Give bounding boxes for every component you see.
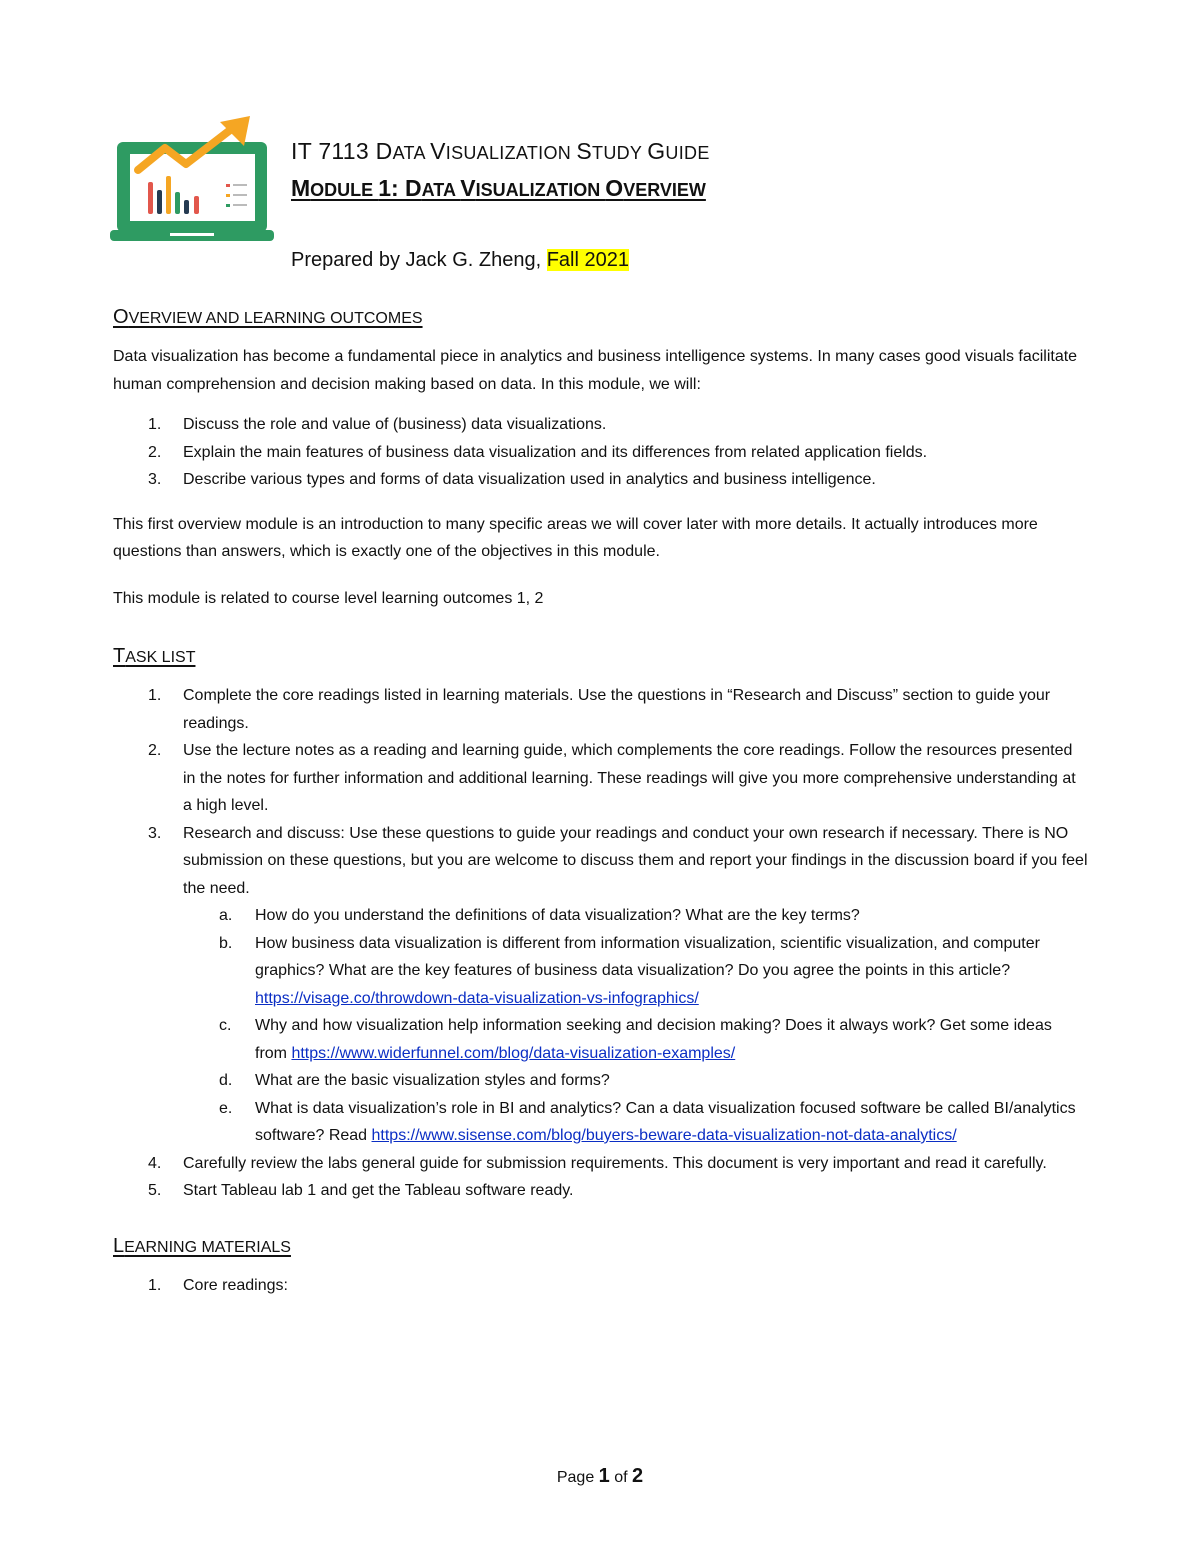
- list-item: 3. Describe various types and forms of data visualization used in analytics and business intelligence.: [148, 471, 876, 488]
- list-item: c. Why and how visualization help information seeking and decision making? Does it always work? Get some ideas from https://www.widerfunnel.com/blog/data-visualization-examples/: [219, 1017, 1052, 1062]
- outcomes-note: This module is related to course level learning outcomes 1, 2: [113, 589, 544, 607]
- visage-link[interactable]: https://visage.co/throwdown-data-visualization-vs-infographics/: [255, 989, 699, 1007]
- term-highlight: Fall 2021: [546, 249, 629, 271]
- widerfunnel-link[interactable]: https://www.widerfunnel.com/blog/data-visualization-examples/: [291, 1044, 736, 1062]
- overview-paragraph: This first overview module is an introduction to many specific areas we will cover later with more details. It actually introduces more questions than answers, which is exactly one of the objectives in this module.: [113, 515, 1038, 560]
- learning-materials-heading: LEARNING MATERIALS: [113, 1234, 291, 1257]
- question-list: [183, 902, 1088, 1150]
- list-item: 2. Explain the main features of business data visualization and its differences from related application fields.: [148, 443, 928, 461]
- list-item: 1. Core readings:: [148, 1276, 288, 1294]
- list-item: 1. Complete the core readings listed in learning materials. Use the questions in “Research and Discuss” section to guide your readings.: [148, 687, 1051, 732]
- list-item: 5. Start Tableau lab 1 and get the Tableau software ready.: [148, 1182, 574, 1199]
- author-text: Prepared by Jack G. Zheng,: [291, 249, 547, 271]
- module-title: MODULE 1: DATA VISUALIZATION OVERVIEW: [291, 175, 706, 201]
- list-item: 1. Discuss the role and value of (business) data visualizations.: [148, 416, 607, 433]
- guide-title: IT 7113 DATA VISUALIZATION STUDY GUIDE: [291, 138, 710, 164]
- list-item: a. How do you understand the definitions of data visualization? What are the key terms?: [219, 907, 860, 924]
- list-item: 2. Use the lecture notes as a reading and learning guide, which complements the core readings. Follow the resources presented in the notes for further information and additional learning. These readings will give you more comprehensive understanding at a high level.: [148, 742, 1076, 814]
- page-footer: Page 1 of 2: [556, 1465, 644, 1487]
- sisense-link[interactable]: https://www.sisense.com/blog/buyers-beware-data-visualization-not-data-analytics/: [371, 1127, 957, 1144]
- overview-heading: OVERVIEW AND LEARNING OUTCOMES: [113, 306, 423, 328]
- task-list-heading: TASK LIST: [113, 645, 196, 667]
- list-item: e. What is data visualization’s role in BI and analytics? Can a data visualization focused software be called BI/analytics software? Read https://www.sisense.com/blog/buyers-beware-data-visualization-not-data-analytics/: [219, 1099, 1076, 1144]
- list-item: d. What are the basic visualization styles and forms?: [219, 1072, 610, 1089]
- materials-list: [113, 1272, 1088, 1300]
- title-block: [291, 140, 710, 200]
- outcome-list: [113, 411, 1088, 494]
- task-list: [113, 682, 1088, 1205]
- overview-intro: Data visualization has become a fundamental piece in analytics and business intelligence systems. In many cases good visuals facilitate human comprehension and decision making based on data. In this module, we will:: [113, 348, 1078, 393]
- main-content: [113, 306, 1088, 1299]
- list-item: b. How business data visualization is different from information visualization, scientific visualization, and computer graphics? What are the key features of business data visualization? Do you agree the points in this article? https://visage.co/throwdown-data-visualization-vs-infographics/: [219, 934, 1040, 1007]
- prepared-by-line: [291, 249, 629, 272]
- list-item: 3. Research and discuss: Use these questions to guide your readings and conduct your own research if necessary. There is NO submission on these questions, but you are welcome to discuss them and report your findings in the discussion board if you feel the need. a. How do you understand the definitions of data visualization? What are the key terms? b. How business data visualization is different from information visualization, scientific visualization, and computer graphics? What are the key features of business data visualization? Do you agree the points in this article? https://visage.co/throwdown-data-visualization-vs-infographics/ c. Why and how visualization help information seeking and decision making? Does it always work? Get some ideas from https://www.widerfunnel.com/blog/data-visualization-examples/ d. What are the basic visualization styles and forms? e. What is data visualization’s role in BI and analytics? Can a data visualization focused software be called BI/analytics software? Read https://www.sisense.com/blog/buyers-beware-data-visualization-not-data-analytics/: [113, 820, 1088, 1150]
- chart-laptop-logo-icon: [110, 112, 280, 247]
- list-item: 4. Carefully review the labs general guide for submission requirements. This document is very important and read it carefully.: [148, 1154, 1047, 1172]
